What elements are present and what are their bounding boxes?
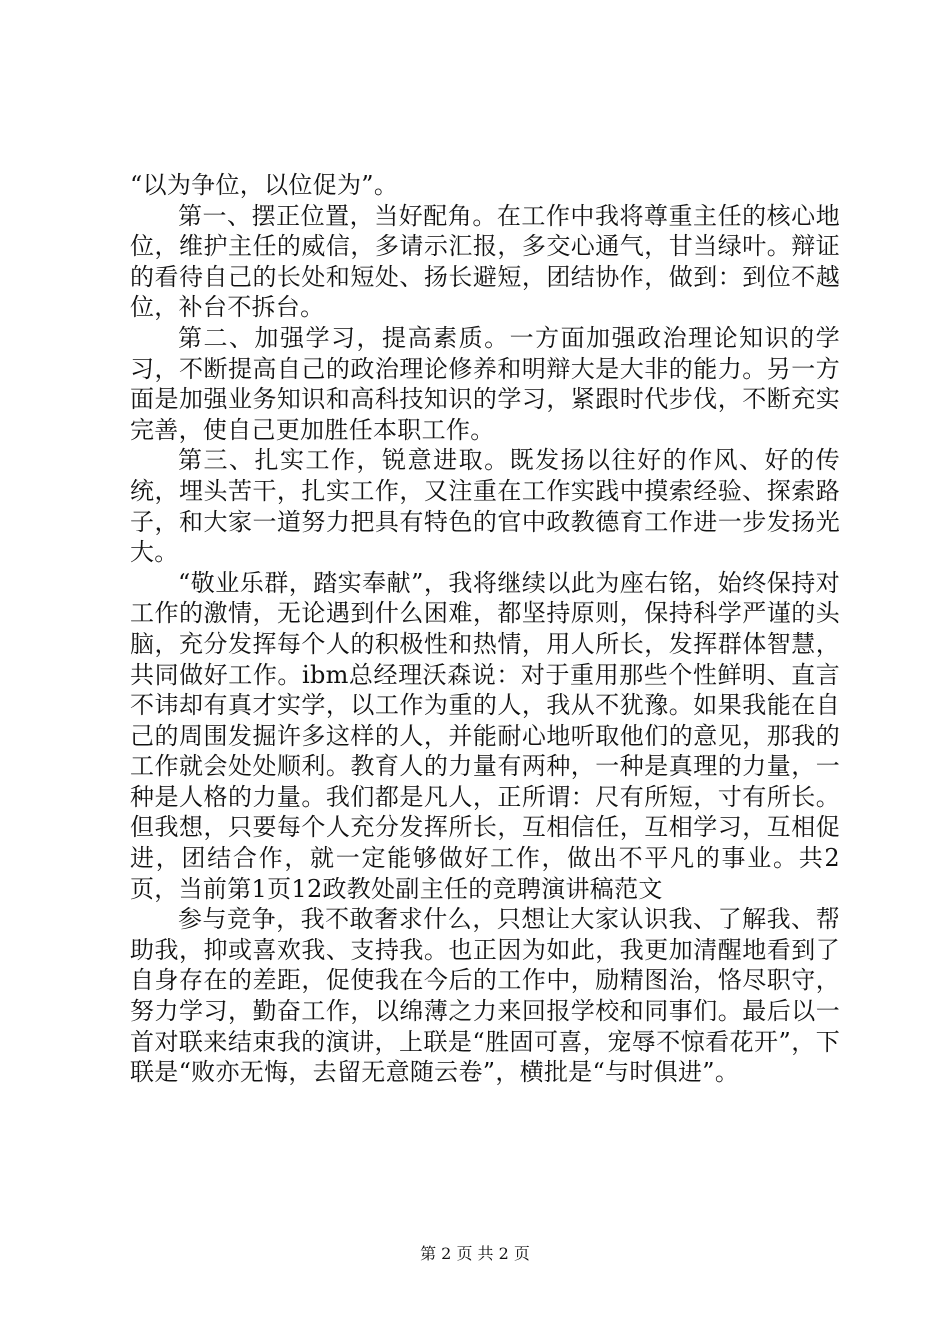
paragraph-second-point: 第二、加强学习，提高素质。一方面加强政治理论知识的学习，不断提高自己的政治理论修养和明辩大是大非的能力。另一方面是加强业务知识和高科技知识的学习，紧跟时代步伐，不断充实完善，使自己更加胜任本职工作。 xyxy=(130,323,840,444)
paragraph-first-point: 第一、摆正位置，当好配角。在工作中我将尊重主任的核心地位，维护主任的威信，多请示汇报，多交心通气，甘当绿叶。辩证的看待自己的长处和短处、扬长避短，团结协作，做到：到位不越位，补台不拆台。 xyxy=(130,201,840,322)
paragraph-closing: 参与竞争，我不敢奢求什么，只想让大家认识我、了解我、帮助我，抑或喜欢我、支持我。也正因为如此，我更加清醒地看到了自身存在的差距，促使我在今后的工作中，励精图治，恪尽职守，努力学习，勤奋工作，以绵薄之力来回报学校和同事们。最后以一首对联来结束我的演讲，上联是“胜固可喜，宠辱不惊看花开”，下联是“败亦无悔，去留无意随云卷”，横批是“与时俱进”。 xyxy=(130,905,840,1087)
paragraph-opening-quote: “以为争位，以位促为”。 xyxy=(130,171,399,199)
document-body xyxy=(130,170,840,1088)
paragraph-motto: “敬业乐群，踏实奉献”，我将继续以此为座右铭，始终保持对工作的激情，无论遇到什么困难，都坚持原则，保持科学严谨的头脑，充分发挥每个人的积极性和热情，用人所长，发挥群体智慧，共同做好工作。ibm总经理沃森说：对于重用那些个性鲜明、直言不讳却有真才实学，以工作为重的人，我从不犹豫。如果我能在自己的周围发掘许多这样的人，并能耐心地听取他们的意见，那我的工作就会处处顺利。教育人的力量有两种，一种是真理的力量，一种是人格的力量。我们都是凡人，正所谓：尺有所短，寸有所长。但我想，只要每个人充分发挥所长，互相信任，互相学习，互相促进，团结合作，就一定能够做好工作，做出不平凡的事业。共2页，当前第1页12政教处副主任的竞聘演讲稿范文 xyxy=(130,568,840,903)
paragraph-third-point: 第三、扎实工作，锐意进取。既发扬以往好的作风、好的传统，埋头苦干，扎实工作，又注重在工作实践中摸索经验、探索路子，和大家一道努力把具有特色的官中政教德育工作进一步发扬光大。 xyxy=(130,446,840,567)
page-number-footer: 第 2 页 共 2 页 xyxy=(420,1244,530,1263)
